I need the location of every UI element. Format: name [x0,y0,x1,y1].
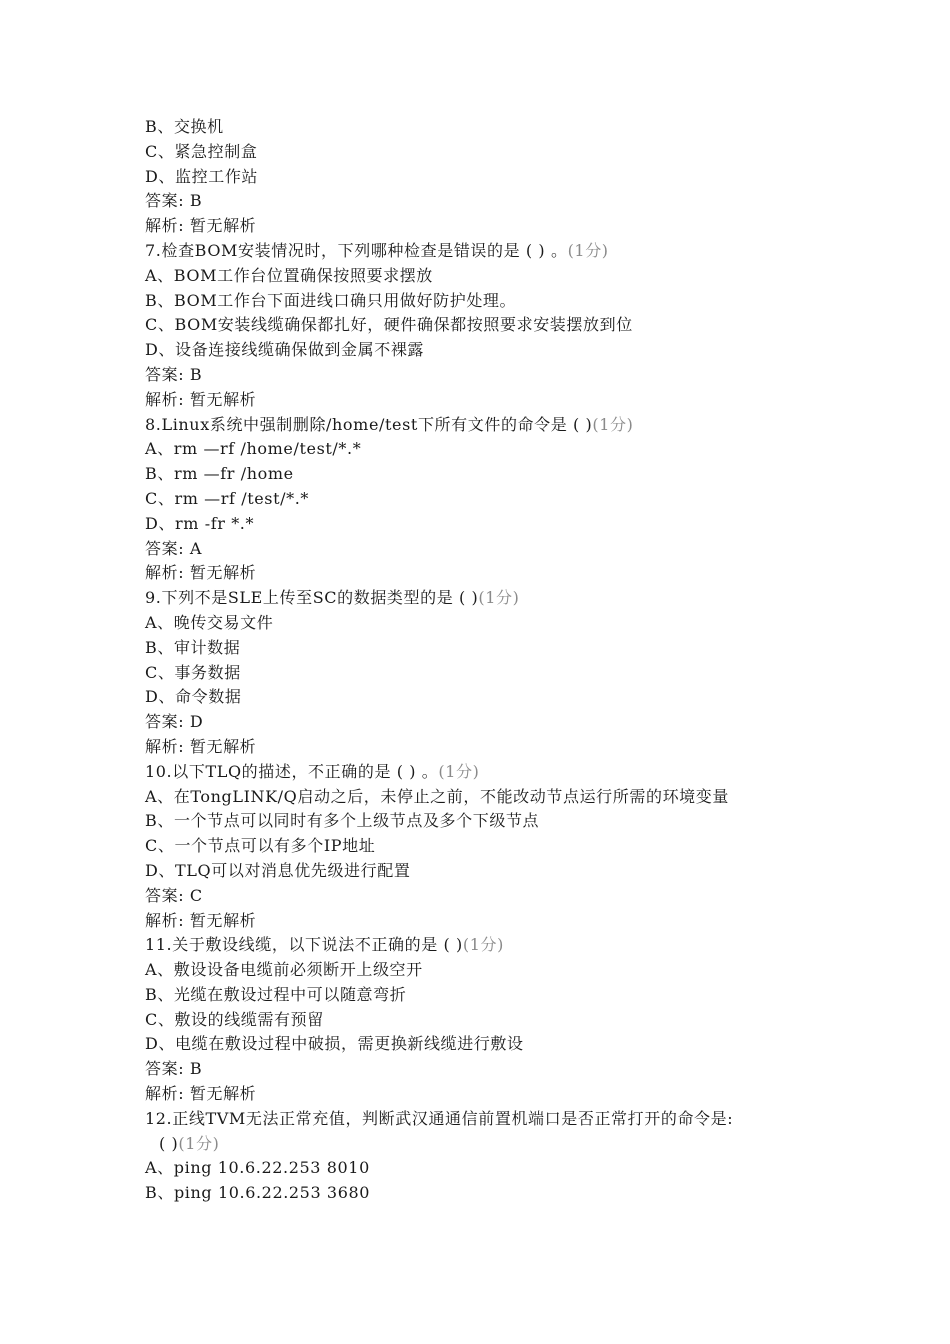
question-line [145,933,825,958]
text-line: C、事务数据 [145,662,241,682]
text-line: D、命令数据 [145,687,242,707]
text-line: B、一个节点可以同时有多个上级节点及多个下级节点 [145,811,540,831]
question-text: ( ) [159,1133,179,1153]
document-page [145,115,825,1206]
text-line: 解析: 暂无解析 [145,910,257,930]
text-line: 解析: 暂无解析 [145,563,257,583]
score-label: (1分) [567,240,609,260]
question-line [145,760,825,785]
score-label: (1分) [178,1133,220,1153]
text-line: 答案: B [145,1059,203,1079]
text-line: D、电缆在敷设过程中破损，需更换新线缆进行敷设 [145,1034,524,1054]
text-line: C、rm —rf /test/*.* [145,488,310,508]
score-label: (1分) [462,935,504,955]
text-line: 解析: 暂无解析 [145,216,257,236]
text-line: A、rm —rf /home/test/*.* [145,439,362,459]
text-line: 答案: B [145,191,203,211]
question-text: 11.关于敷设线缆，以下说法不正确的是 ( ) [145,935,463,955]
text-line: B、BOM工作台下面进线口确只用做好防护处理。 [145,290,517,310]
text-line: D、TLQ可以对消息优先级进行配置 [145,860,411,880]
text-line: 解析: 暂无解析 [145,736,257,756]
text-line: B、光缆在敷设过程中可以随意弯折 [145,984,407,1004]
question-text: 10.以下TLQ的描述，不正确的是 ( ) 。 [145,761,439,781]
score-label: (1分) [478,588,520,608]
question-line [145,239,825,264]
question-line [145,1132,825,1157]
text-line: 解析: 暂无解析 [145,1084,257,1104]
text-line: B、ping 10.6.22.253 3680 [145,1183,371,1203]
question-text: 8.Linux系统中强制删除/home/test下所有文件的命令是 ( ) [145,414,593,434]
text-line: A、ping 10.6.22.253 8010 [145,1158,370,1178]
question-line [145,1107,825,1132]
text-line: A、敷设设备电缆前必须断开上级空开 [145,960,423,980]
text-line: D、rm -fr *.* [145,513,255,533]
text-line: A、BOM工作台位置确保按照要求摆放 [145,265,433,285]
text-line: C、BOM安装线缆确保都扎好，硬件确保都按照要求安装摆放到位 [145,315,633,335]
text-line: B、rm —fr /home [145,464,294,484]
text-line: D、设备连接线缆确保做到金属不裸露 [145,340,425,360]
question-text: 7.检查BOM安装情况时，下列哪种检查是错误的是 ( ) 。 [145,240,568,260]
score-label: (1分) [438,761,480,781]
text-line: 答案: B [145,364,203,384]
question-line [145,413,825,438]
score-label: (1分) [592,414,634,434]
text-line: B、审计数据 [145,637,241,657]
question-text: 9.下列不是SLE上传至SC的数据类型的是 ( ) [145,588,479,608]
text-line: A、在TongLINK/Q启动之后，未停止之前，不能改动节点运行所需的环境变量 [145,786,729,806]
text-line: 答案: A [145,538,203,558]
text-line: A、晚传交易文件 [145,612,274,632]
text-line: 解析: 暂无解析 [145,389,257,409]
text-line: 答案: C [145,885,203,905]
text-line: B、交换机 [145,117,224,136]
text-line: C、紧急控制盒 [145,141,258,161]
text-line: C、一个节点可以有多个IP地址 [145,836,376,856]
text-line: D、监控工作站 [145,166,259,186]
question-line [145,586,825,611]
text-line: C、敷设的线缆需有预留 [145,1009,324,1029]
text-line: 答案: D [145,712,204,732]
question-text: 12.正线TVM无法正常充值，判断武汉通通信前置机端口是否正常打开的命令是: [145,1108,734,1128]
